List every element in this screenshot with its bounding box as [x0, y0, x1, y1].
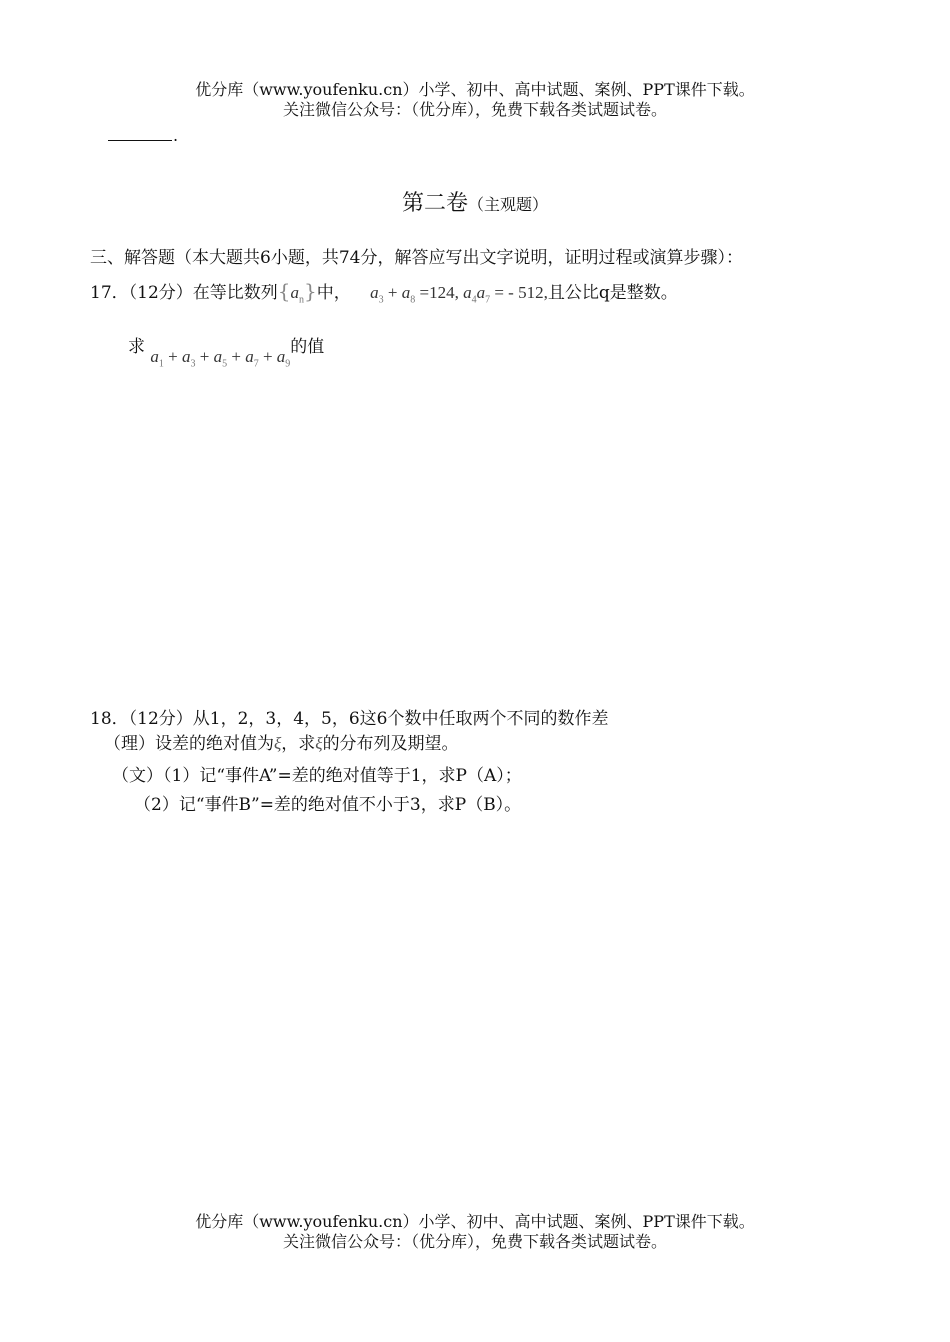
- q17-number: 17．: [90, 283, 129, 303]
- seq-symbol: $a_n$: [290, 283, 305, 306]
- left-brace: {: [277, 279, 291, 303]
- right-brace: }: [304, 279, 317, 303]
- header-line-1: 优分库（www.youfenku.cn）小学、初中、高中试题、案例、PPT课件下载。: [195, 80, 755, 99]
- answer-blank-line: [108, 140, 172, 141]
- q18-li-suffix: 的分布列及期望。: [322, 734, 459, 754]
- section-title: [0, 186, 950, 217]
- q17-line-1: [90, 280, 678, 311]
- q17-points: （12分）在等比数列: [128, 283, 278, 303]
- q17-condition-formula: $a_3 + a_8 =124$, $a_4a_7$ = - 512,: [370, 283, 548, 306]
- header-line-2: 关注微信公众号：（优分库），免费下载各类试题试卷。: [282, 100, 667, 119]
- section-title-main: 第二卷: [401, 191, 468, 216]
- xi-symbol: ξ: [315, 734, 323, 753]
- part3-heading: 三、解答题（本大题共6小题，共74分，解答应写出文字说明，证明过程或演算步骤）：: [90, 248, 743, 268]
- q18-li-mid: ，求: [281, 734, 316, 754]
- q18-line-1: 18．（12分）从1，2，3，4，5，6这6个数中任取两个不同的数作差: [90, 709, 609, 729]
- q18-line-4: （2）记“事件B”=差的绝对值不小于3，求P（B）。: [134, 795, 522, 815]
- section-title-sub: （主观题）: [468, 195, 549, 214]
- q18-li-prefix: （理）设差的绝对值为: [104, 734, 274, 754]
- q17-tail: 且公比q是整数。: [547, 283, 678, 303]
- footer-line-1: 优分库（www.youfenku.cn）小学、初中、高中试题、案例、PPT课件下载。: [195, 1212, 755, 1231]
- q17-mid: 中，: [316, 283, 351, 303]
- q17-sum-formula: $a_1 + a_3 + a_5 + a_7 + a_9$: [150, 347, 291, 370]
- q17-ask-suffix: 的值: [290, 337, 325, 357]
- q17-line-2: [128, 336, 325, 370]
- q18-line-2: [104, 733, 459, 755]
- footer-line-2: 关注微信公众号：（优分库），免费下载各类试题试卷。: [282, 1232, 667, 1251]
- q17-ask-prefix: 求: [128, 337, 145, 357]
- answer-blank-period: .: [173, 126, 179, 145]
- q18-line-3: （文）（1）记“事件A”=差的绝对值等于1，求P（A）；: [112, 766, 522, 786]
- xi-symbol: ξ: [274, 734, 282, 753]
